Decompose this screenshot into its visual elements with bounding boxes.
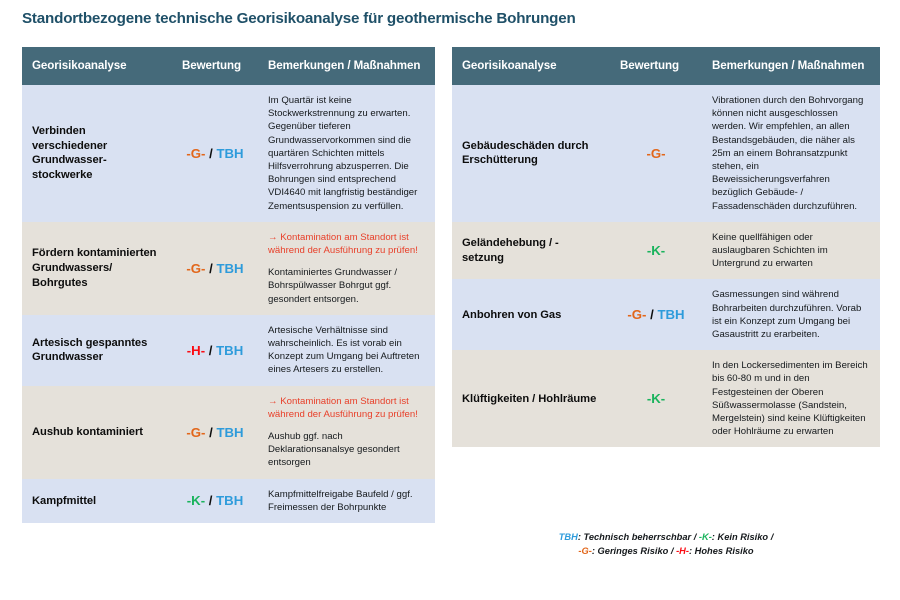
cell-rating (172, 479, 258, 523)
table-header-row (452, 47, 880, 85)
cell-analysis: Kampfmittel (22, 479, 172, 523)
rating-code-K: -K- (646, 243, 666, 259)
cell-analysis: Geländehebung / -setzung (452, 222, 610, 280)
cell-rating (610, 279, 702, 350)
remark-text: Gasmessungen sind während Bohrarbeiten durchzuführen. Vorab ist ein Konzept zum Umgang bei Gasaustritt zu erarbeiten. (712, 289, 862, 341)
legend-code-G: -G- (578, 545, 592, 556)
cell-remarks (258, 386, 435, 479)
column-header-analysis: Georisikoanalyse (452, 47, 610, 85)
table-row (452, 85, 880, 222)
rating-code-TBH: TBH (216, 342, 244, 358)
cell-rating (610, 85, 702, 222)
legend-label: : Geringes Risiko / (591, 545, 677, 556)
remark-text: Keine quellfähigen oder auslaugbaren Schichten im Untergrund zu erwarten (712, 231, 828, 270)
cell-rating (172, 315, 258, 386)
cell-analysis: Klüftigkeiten / Hohlräume (452, 350, 610, 447)
table-row (452, 222, 880, 280)
rating-separator: / (209, 145, 213, 161)
risk-table-left-wrapper (22, 47, 435, 523)
table-row (22, 222, 435, 315)
cell-remarks (258, 479, 435, 523)
cell-analysis: Gebäudeschäden durch Erschütterung (452, 85, 610, 222)
remark-text: Kontaminiertes Grundwasser / Bohrspülwasser Bohrgut ggf. gesondert entsorgen. (268, 267, 398, 305)
cell-rating (610, 350, 702, 447)
legend-code-TBH: TBH (558, 532, 578, 542)
legend-label: : Kein Risiko / (711, 532, 774, 542)
rating-separator: / (208, 493, 213, 509)
table-row (452, 350, 880, 447)
cell-rating (610, 222, 702, 280)
column-header-remarks: Bemerkungen / Maßnahmen (702, 47, 880, 85)
column-header-remarks: Bemerkungen / Maßnahmen (258, 47, 435, 85)
risk-table-right (452, 47, 880, 447)
rating-code-H: -H- (186, 342, 206, 358)
cell-remarks (258, 315, 435, 386)
remark-text: Im Quartär ist keine Stockwerkstrennung zu erwarten. Gegenüber tieferen Grundwasservorkommen sind die quartären Schichten mittels Hilfsverrohrung abzusperren. Die Bohrungen sind entsprechend VDI4640 mit langfristig beständiger Zementsuspension zu verfüllen. (268, 95, 418, 212)
rating-code-TBH: TBH (657, 307, 685, 323)
column-header-rating: Bewertung (610, 47, 702, 85)
cell-remarks (258, 222, 435, 315)
column-header-rating: Bewertung (172, 47, 258, 85)
rating-separator: / (209, 424, 213, 440)
legend-code-H: -H- (676, 545, 689, 556)
remark-warning: → Kontamination am Standort ist während der Ausführung zu prüfen! (268, 231, 418, 257)
cell-analysis: Artesisch gespanntes Grundwasser (22, 315, 172, 386)
cell-analysis: Anbohren von Gas (452, 279, 610, 350)
table-right-header (452, 47, 880, 85)
remark-text: In den Lockersedimenten im Bereich bis 60-80 m und in den Festgesteinen der Oberen Süßwassermolasse (Sandstein, Mergelstein) sind keine Klüftigkeiten oder Hohlräume zu erwarten (712, 360, 868, 438)
cell-remarks (702, 222, 880, 280)
cell-rating (172, 85, 258, 222)
cell-analysis: Fördern kontaminierten Grundwassers/ Bohrgutes (22, 222, 172, 315)
rating-code-TBH: TBH (216, 493, 244, 509)
cell-remarks (702, 350, 880, 447)
table-right-body (452, 85, 880, 447)
rating-code-TBH: TBH (216, 145, 244, 161)
legend-label: : Technisch beherrschbar / (577, 532, 699, 542)
cell-analysis: Verbinden verschiedener Grundwasser-stockwerke (22, 85, 172, 222)
rating-separator: / (209, 260, 213, 276)
rating-code-TBH: TBH (216, 424, 244, 440)
column-header-analysis: Georisikoanalyse (22, 47, 172, 85)
cell-rating (172, 386, 258, 479)
rating-code-K: -K- (646, 391, 666, 407)
risk-table-right-wrapper (452, 47, 880, 447)
cell-remarks (702, 279, 880, 350)
rating-separator: / (650, 307, 654, 323)
remark-text: Kampfmittelfreigabe Baufeld / ggf. Freimessen der Bohrpunkte (268, 488, 413, 513)
remark-text: Artesische Verhältnisse sind wahrscheinlich. Es ist vorab ein Konzept zum Umgang bei Auftreten eines Artesers zu erstellen. (268, 324, 420, 376)
rating-code-G: -G- (186, 145, 206, 161)
legend-code-K: -K- (698, 532, 712, 542)
rating-code-G: -G- (186, 260, 206, 276)
cell-remarks (258, 85, 435, 222)
table-header-row (22, 47, 435, 85)
cell-analysis: Aushub kontaminiert (22, 386, 172, 479)
table-row (22, 315, 435, 386)
page-title: Standortbezogene technische Georisikoanalyse für geothermische Bohrungen (22, 10, 576, 27)
rating-code-G: -G- (627, 307, 647, 323)
cell-rating (172, 222, 258, 315)
risk-table-left (22, 47, 435, 523)
risk-legend (452, 531, 880, 558)
rating-separator: / (208, 342, 213, 358)
table-left-body (22, 85, 435, 523)
rating-code-TBH: TBH (216, 260, 244, 276)
remark-warning: → Kontamination am Standort ist während der Ausführung zu prüfen! (268, 395, 418, 420)
legend-line-2 (452, 545, 880, 559)
table-row (22, 386, 435, 479)
table-row (22, 85, 435, 222)
legend-label: : Hohes Risiko (688, 545, 754, 556)
table-left-header (22, 47, 435, 85)
remark-text: Vibrationen durch den Bohrvorgang können nicht ausgeschlossen werden. Wir empfehlen, an allen Bestandsgebäuden, die näher als 25m an einem Bohransatzpunkt stehen, ein Beweissicherungsverfahren bezüglich Gebäude- / Fassadenschäden durchzuführen. (712, 95, 864, 212)
rating-code-G: -G- (186, 424, 206, 440)
table-row (452, 279, 880, 350)
rating-code-K: -K- (186, 493, 206, 509)
remark-text: Aushub ggf. nach Deklarationsanalsye gesondert entsorgen (268, 431, 400, 469)
table-row (22, 479, 435, 523)
cell-remarks (702, 85, 880, 222)
legend-line-1 (452, 531, 880, 545)
rating-code-G: -G- (646, 145, 666, 161)
